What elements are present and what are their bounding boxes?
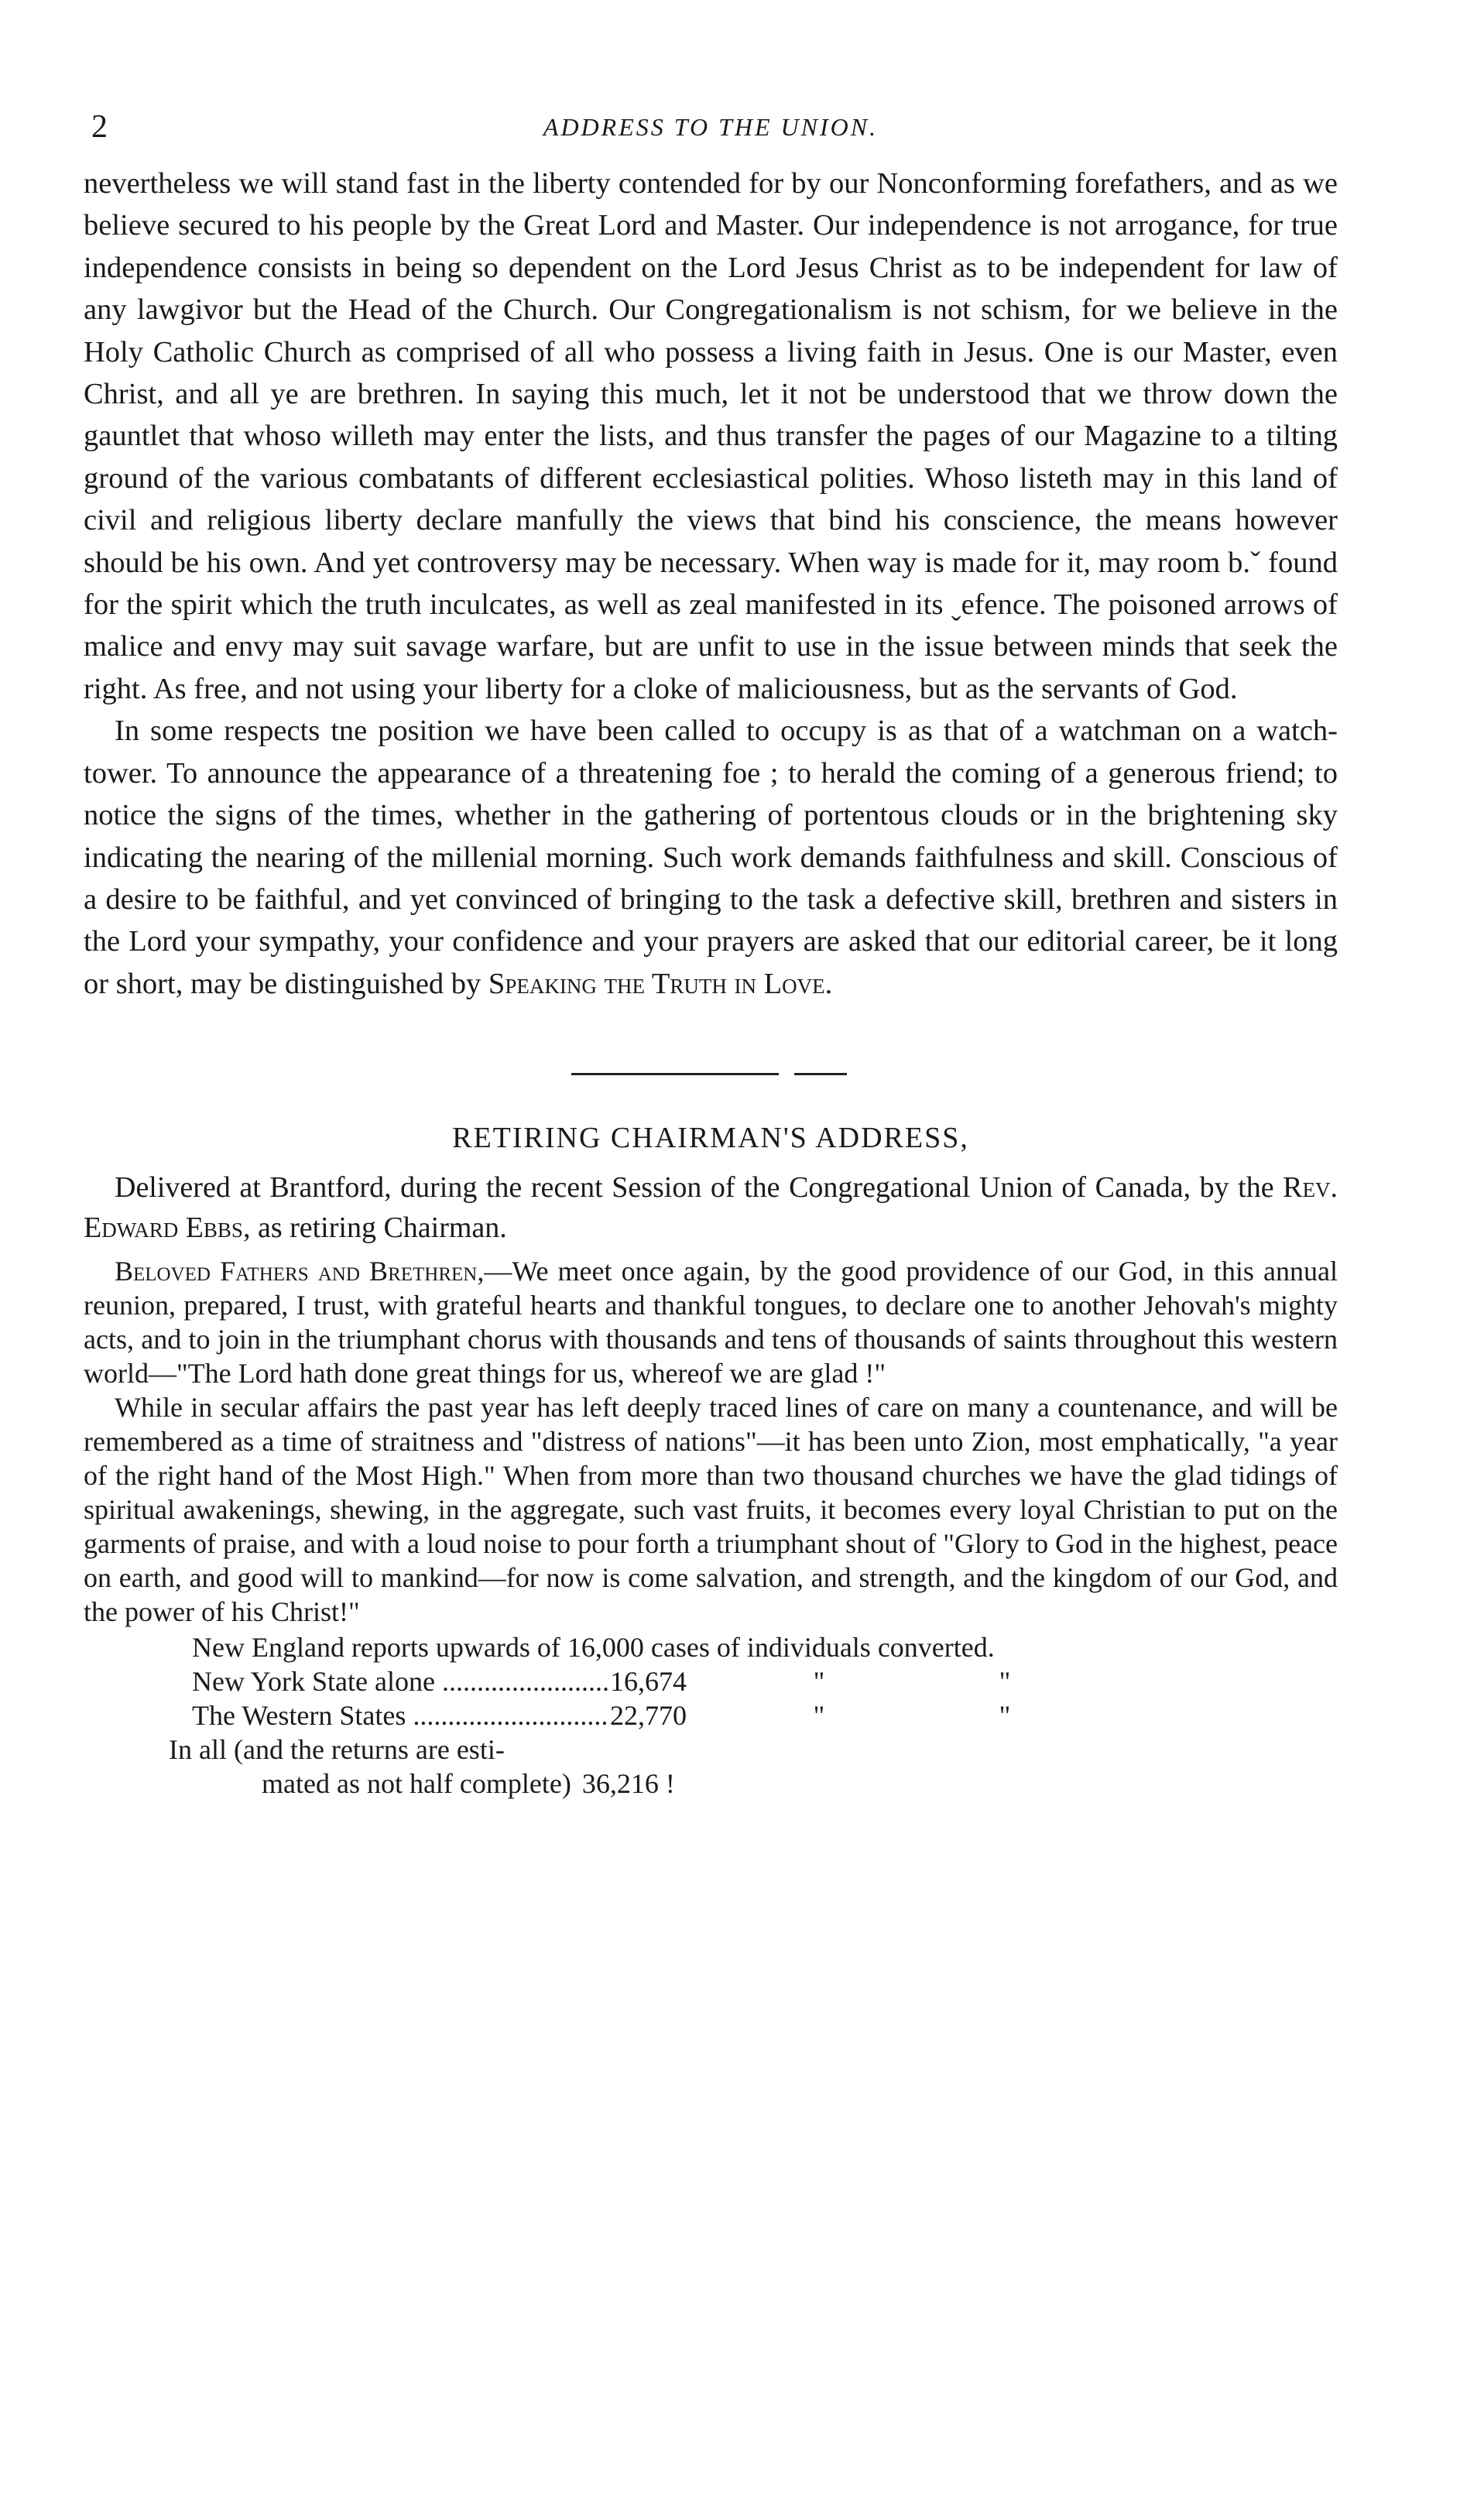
stat-ditto: "	[999, 1700, 1011, 1732]
editorial-paragraph-1: nevertheless we will stand fast in the liberty contended for by our Nonconforming forefathers, and as we believe secured to his people by the Great Lord and Master. Our independence is not arrogance, for true independence consists in being so dependent on the Lord Jesus Christ as to be independent for law of any lawgivor but the Head of the Church. Our Congregationalism is not schism, for we believe in the Holy Catholic Church as comprised of all who possess a living faith in Jesus. One is our Master, even Christ, and all ye are brethren. In saying this much, let it not be understood that we throw down the gauntlet that whoso willeth may enter the lists, and thus transfer the pages of our Magazine to a tilting ground of the various combatants of different ecclesiastical polities. Whoso listeth may in this land of civil and religious liberty declare manfully the views that bind his conscience, the means however should be his own. And yet controversy may be necessary. When way is made for it, may room b.ˇ found for the spirit which the truth inculcates, as well as zeal manifested in its ˬefence. The poisoned arrows of malice and envy may suit savage warfare, but are unfit to use in the issue between minds that seek the right. As free, and not using your liberty for a cloke of maliciousness, but as the servants of God.	[84, 167, 1338, 705]
stat-value: 16,674	[610, 1666, 687, 1698]
editorial-text	[84, 163, 1338, 1005]
stat-ditto: "	[813, 1700, 825, 1732]
address-paragraph-2: While in secular affairs the past year has left deeply traced lines of care on many a countenance, and will be remembered as a time of straitness and "distress of nations"—it has been unto Zion, most emphatically, "a year of the right hand of the Most High." When from more than two thousand churches we have the glad tidings of spiritual awakenings, shewing, in the aggregate, such vast fruits, it becomes every loyal Christian to put on the garments of praise, and with a loud noise to pour forth a triumphant shout of "Glory to God in the highest, peace on earth, and good will to mankind—for now is come salvation, and strength, and the kingdom of our God, and the power of his Christ!"	[84, 1392, 1338, 1628]
stat-label: The Western States .....	[84, 1698, 610, 1732]
stat-total-row	[84, 1767, 1338, 1801]
stat-ditto: "	[999, 1666, 1011, 1698]
stat-total-line-2: mated as not half complete)	[262, 1768, 571, 1800]
running-head	[84, 108, 1338, 163]
editorial-paragraph-2-text: In some respects tne position we have been called to occupy is as that of a watchman on a watch-tower. To announce the appearance of a threatening foe ; to herald the coming of a generous friend; to notice the signs of the times, whether in the gathering of portentous clouds or in the brightening sky indicating the nearing of the millenial morning. Such work demands faithfulness and skill. Conscious of a desire to be faithful, and yet convinced of bringing to the task a defective skill, brethren and sisters in the Lord your sympathy, your confidence and your prayers are asked that our editorial career, be it long or short, may be distinguished by	[84, 715, 1338, 1000]
byline-name: Rev. Edward Ebbs,	[84, 1171, 1338, 1245]
closing-motto: Speaking the Truth in Love.	[488, 967, 833, 1000]
stat-label: New York State alone .....	[84, 1664, 610, 1698]
stat-row	[84, 1698, 1338, 1732]
byline-before: Delivered at Brantford, during the recent Session of the Congregational Union of Canada, by the	[115, 1171, 1274, 1205]
stat-total-value: 36,216 !	[581, 1768, 675, 1800]
editorial-paragraph-2	[84, 710, 1338, 1005]
page-number: 2	[91, 109, 108, 145]
conversion-stats	[84, 1630, 1338, 1801]
divider-rule-short	[794, 1073, 847, 1075]
page	[84, 108, 1338, 1801]
address-paragraph-1	[84, 1254, 1338, 1390]
running-title: ADDRESS TO THE UNION.	[543, 113, 879, 141]
section-byline	[84, 1167, 1338, 1248]
address-paragraph-1-text: —We meet once again, by the good providence of our God, in this annual reunion, prepared, I trust, with grateful hearts and thankful tongues, to declare one to another Jehovah's mighty acts, and to join in the triumphant chorus with thousands and tens of thousands of saints throughout this western world—"The Lord hath done great things for us, whereof we are glad !"	[84, 1256, 1338, 1390]
stat-value: 22,770	[610, 1700, 687, 1732]
section-title: RETIRING CHAIRMAN'S ADDRESS,	[452, 1122, 969, 1155]
stat-new-england: New England reports upwards of 16,000 cases of individuals converted.	[192, 1632, 995, 1664]
stat-total-line-1: In all (and the returns are esti-	[169, 1734, 505, 1766]
salutation: Beloved Fathers and Brethren,	[115, 1256, 485, 1287]
section-divider	[84, 1005, 1338, 1113]
stat-ditto: "	[813, 1666, 825, 1698]
divider-rule	[571, 1073, 779, 1075]
address-text	[84, 1254, 1338, 1629]
byline-after: as retiring Chairman.	[257, 1211, 507, 1245]
stat-row	[84, 1664, 1338, 1698]
